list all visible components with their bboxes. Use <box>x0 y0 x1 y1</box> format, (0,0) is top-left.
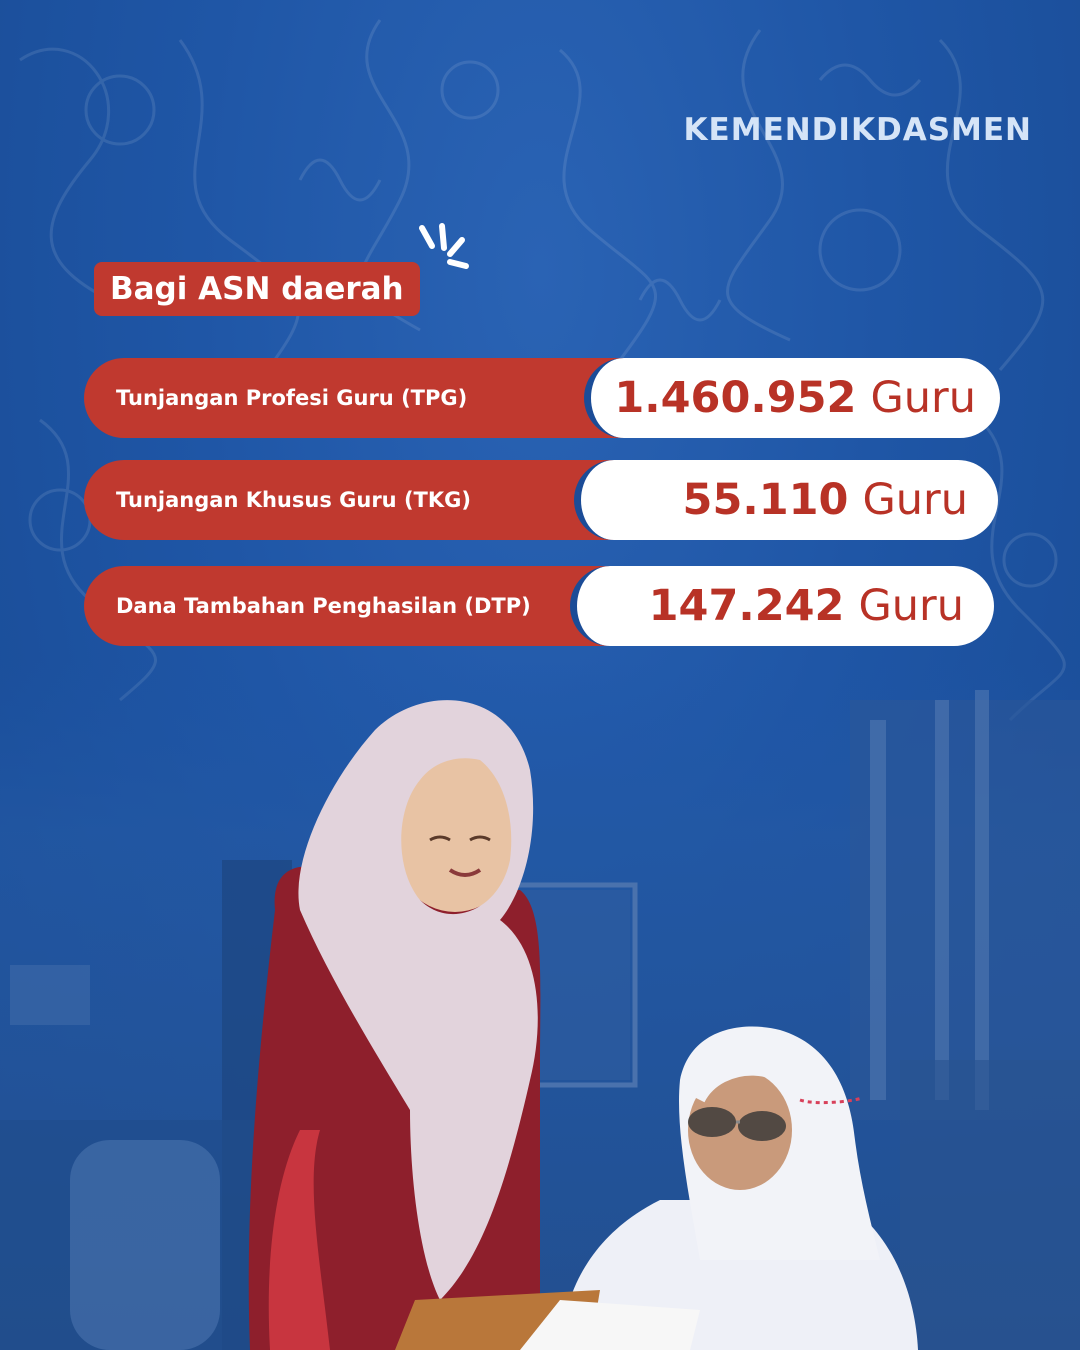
stat-value-box <box>574 460 998 540</box>
stat-row-dtp <box>84 566 994 648</box>
brand-logo-text: KEMENDIKDASMEN <box>683 112 1032 148</box>
stat-label: Tunjangan Profesi Guru (TPG) <box>84 358 644 438</box>
stat-unit: Guru <box>862 475 968 525</box>
sparkle-accent-icon <box>416 222 472 274</box>
stat-value: 1.460.952 <box>614 373 857 423</box>
stat-value-box <box>570 566 994 646</box>
teacher-student-photo <box>0 660 1080 1350</box>
stat-row-tkg <box>84 460 998 542</box>
stat-row-tpg <box>84 358 1000 440</box>
category-tag: Bagi ASN daerah <box>94 262 420 316</box>
stat-value: 147.242 <box>648 581 845 631</box>
stat-unit: Guru <box>870 373 976 423</box>
stat-value-box <box>584 358 1000 438</box>
stat-unit: Guru <box>858 581 964 631</box>
stat-label: Dana Tambahan Penghasilan (DTP) <box>84 566 644 646</box>
stat-label: Tunjangan Khusus Guru (TKG) <box>84 460 644 540</box>
stat-value: 55.110 <box>682 475 849 525</box>
